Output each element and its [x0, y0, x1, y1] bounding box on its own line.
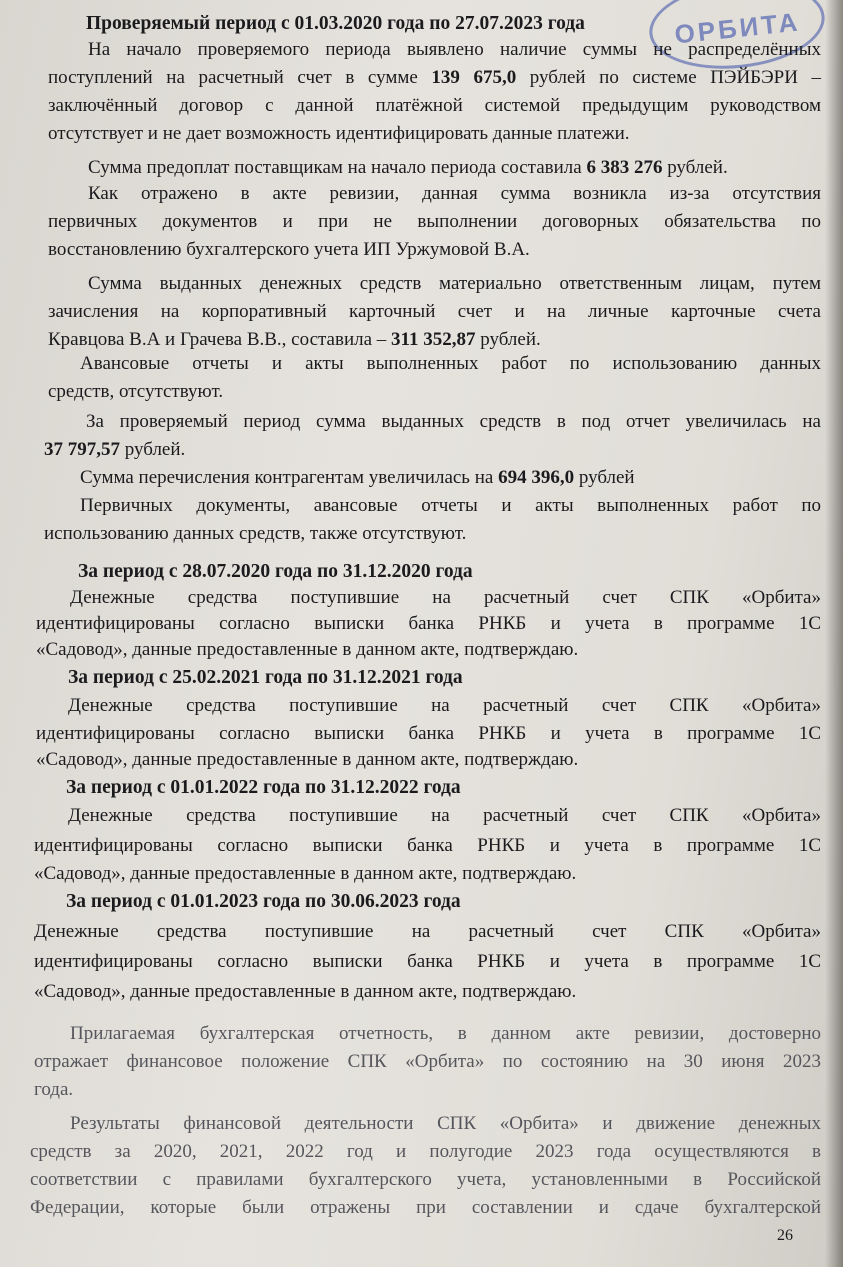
p8-line1: Первичных документы, авансовые отчеты и акты выполненных работ по [80, 495, 821, 516]
conclusion-p1-line2: отражает финансовое положение СПК «Орбита» по состоянию на 30 июня 2023 [34, 1051, 821, 1072]
p4-line2: зачисления на корпоративный карточный счет и на личные карточные счета [48, 301, 821, 322]
period-1-heading: За период с 28.07.2020 года по 31.12.2020 года [78, 561, 473, 582]
p1-line4: отсутствует и не дает возможность идентифицировать данные платежи. [48, 123, 630, 144]
period-2-line3: «Садовод», данные предоставленные в данном акте, подтверждаю. [36, 749, 579, 770]
p2-line: Сумма предоплат поставщикам на начало периода составила 6 383 276 рублей. [88, 157, 728, 178]
period-1-line2: идентифицированы согласно выписки банка РНКБ и учета в программе 1С [36, 613, 821, 634]
p1-line3: заключённый договор с данной платёжной системой предыдущим руководством [48, 95, 821, 116]
p3-line2: первичных документов и при не выполнении договорных обязательства по [48, 211, 821, 232]
period-3-line2: идентифицированы согласно выписки банка РНКБ и учета в программе 1С [34, 835, 821, 856]
period-1-line1: Денежные средства поступившие на расчетный счет СПК «Орбита» [70, 587, 821, 608]
period-2-line1: Денежные средства поступившие на расчетный счет СПК «Орбита» [68, 695, 821, 716]
p7-line: Сумма перечисления контрагентам увеличилась на 694 396,0 рублей [80, 467, 635, 488]
organization-stamp: ОРБИТА [645, 0, 829, 77]
conclusion-p2-line2: средств за 2020, 2021, 2022 год и полугодие 2023 года осуществляются в [30, 1141, 821, 1162]
period-4-line2: идентифицированы согласно выписки банка РНКБ и учета в программе 1С [34, 951, 821, 972]
period-2-heading: За период с 25.02.2021 года по 31.12.2021 года [68, 667, 463, 688]
p6-line2: 37 797,57 рублей. [44, 439, 186, 460]
p3-line1: Как отражено в акте ревизии, данная сумма возникла из-за отсутствия [88, 183, 821, 204]
period-2-line2: идентифицированы согласно выписки банка РНКБ и учета в программе 1С [36, 723, 821, 744]
p8-line2: использованию данных средств, также отсутствуют. [44, 523, 467, 544]
period-3-line3: «Садовод», данные предоставленные в данном акте, подтверждаю. [34, 863, 577, 884]
p5-line1: Авансовые отчеты и акты выполненных работ по использованию данных [80, 353, 821, 374]
period-4-line3: «Садовод», данные предоставленные в данном акте, подтверждаю. [34, 981, 577, 1002]
conclusion-p1-line1: Прилагаемая бухгалтерская отчетность, в данном акте ревизии, достоверно [70, 1023, 821, 1044]
period-4-heading: За период с 01.01.2023 года по 30.06.2023 года [66, 891, 461, 912]
p5-line2: средств, отсутствуют. [48, 381, 224, 402]
period-4-line1: Денежные средства поступившие на расчетный счет СПК «Орбита» [34, 921, 821, 942]
period-3-heading: За период с 01.01.2022 года по 31.12.2022 года [66, 777, 461, 798]
p6-line1: За проверяемый период сумма выданных средств в под отчет увеличилась на [86, 411, 821, 432]
conclusion-p2-line4: Федерации, которые были отражены при составлении и сдаче бухгалтерской [30, 1197, 821, 1218]
page-number: 26 [777, 1227, 793, 1244]
conclusion-p2-line3: соответствии с правилами бухгалтерского учета, установленными в Российской [30, 1169, 821, 1190]
p4-line3: Кравцова В.А и Грачева В.В., составила – 311 352,87 рублей. [48, 329, 541, 350]
main-period-heading: Проверяемый период с 01.03.2020 года по 27.07.2023 года [86, 13, 585, 34]
p1-line1: На начало проверяемого периода выявлено наличие суммы не распределённых [88, 39, 821, 60]
conclusion-p2-line1: Результаты финансовой деятельности СПК «Орбита» и движение денежных [70, 1113, 821, 1134]
period-3-line1: Денежные средства поступившие на расчетный счет СПК «Орбита» [68, 805, 821, 826]
period-1-line3: «Садовод», данные предоставленные в данном акте, подтверждаю. [36, 639, 579, 660]
conclusion-p1-line3: года. [34, 1079, 74, 1100]
p1-line2: поступлений на расчетный счет в сумме 139 675,0 рублей по системе ПЭЙБЭРИ – [48, 67, 822, 88]
p3-line3: восстановлению бухгалтерского учета ИП Уржумовой В.А. [48, 239, 530, 260]
p4-line1: Сумма выданных денежных средств материально ответственным лицам, путем [88, 273, 821, 294]
